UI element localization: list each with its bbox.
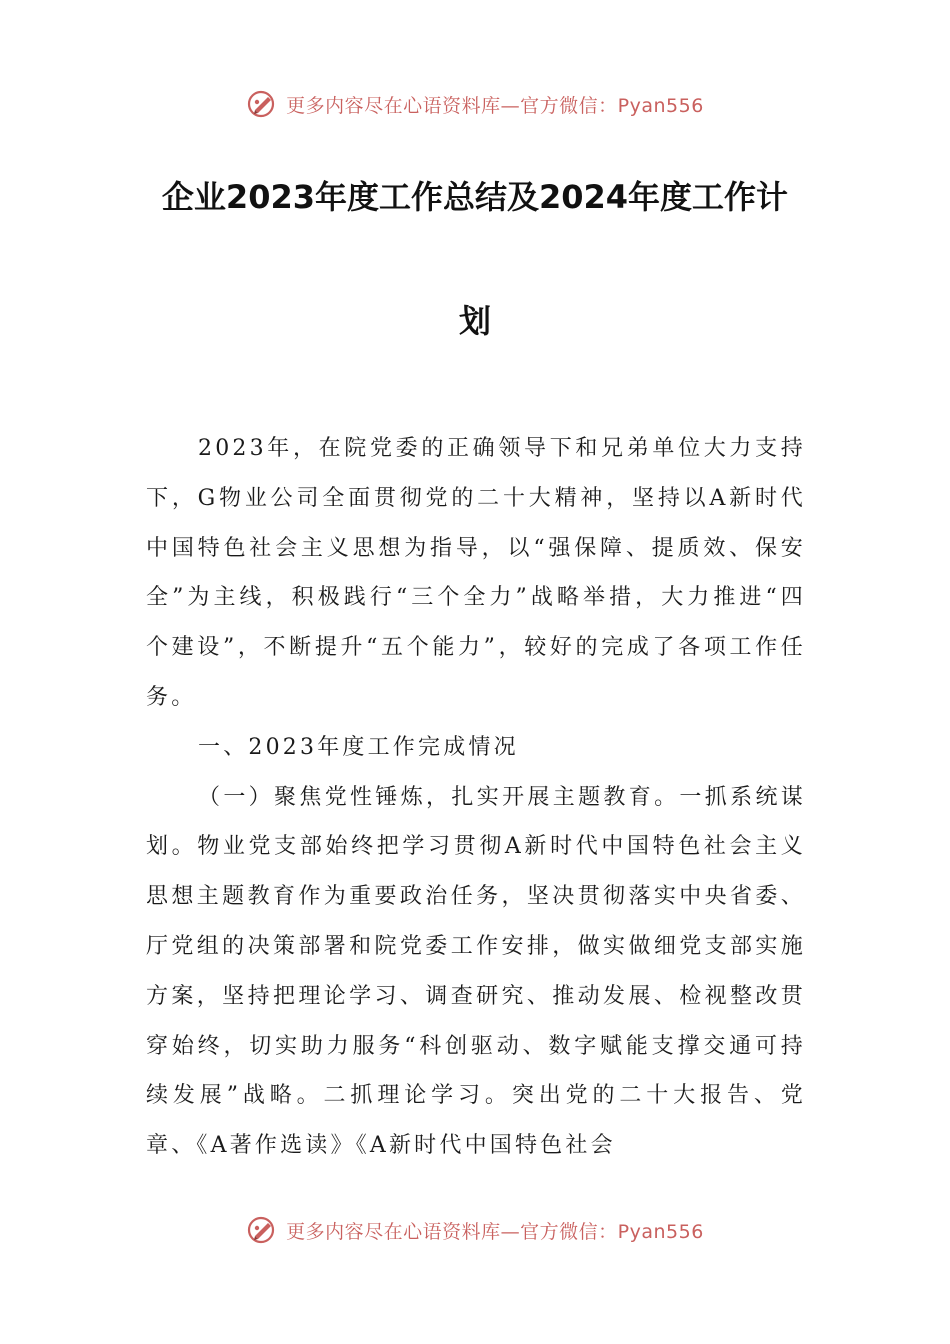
document-title-line-1: 企业2023年度工作总结及2024年度工作计 [161,178,789,216]
pen-logo-icon [246,88,278,120]
paragraph-section-1-1: （一）聚焦党性锤炼，扎实开展主题教育。一抓系统谋划。物业党支部始终把学习贯彻A新时代中国特色社会主义思想主题教育作为重要政治任务，坚决贯彻落实中央省委、厅党组的决策部署和院党委工作安排，做实做细党支部实施方案，坚持把理论学习、调查研究、推动发展、检视整改贯穿始终，切实助力服务“科创驱动、数字赋能支撑交通可持续发展”战略。二抓理论学习。突出党的二十大报告、党章、《A著作选读》《A新时代中国特色社会 [146,784,806,1159]
watermark-text: 更多内容尽在心语资料库—官方微信：Pyan556 [286,94,704,117]
watermark-text: 更多内容尽在心语资料库—官方微信：Pyan556 [286,1220,704,1243]
paragraph-intro: 2023年，在院党委的正确领导下和兄弟单位大力支持下，G物业公司全面贯彻党的二十大精神，坚持以A新时代中国特色社会主义思想为指导，以“强保障、提质效、保安全”为主线，积极践行“三个全力”战略举措，大力推进“四个建设”，不断提升“五个能力”，较好的完成了各项工作任务。 [146,436,806,710]
pen-logo-icon [246,1214,278,1246]
document-title-line-2: 划 [458,302,491,340]
section-heading-1: 一、2023年度工作完成情况 [198,734,519,760]
watermark-banner-bottom [0,1210,950,1250]
document-body [146,424,806,1171]
watermark-banner-top [0,84,950,124]
